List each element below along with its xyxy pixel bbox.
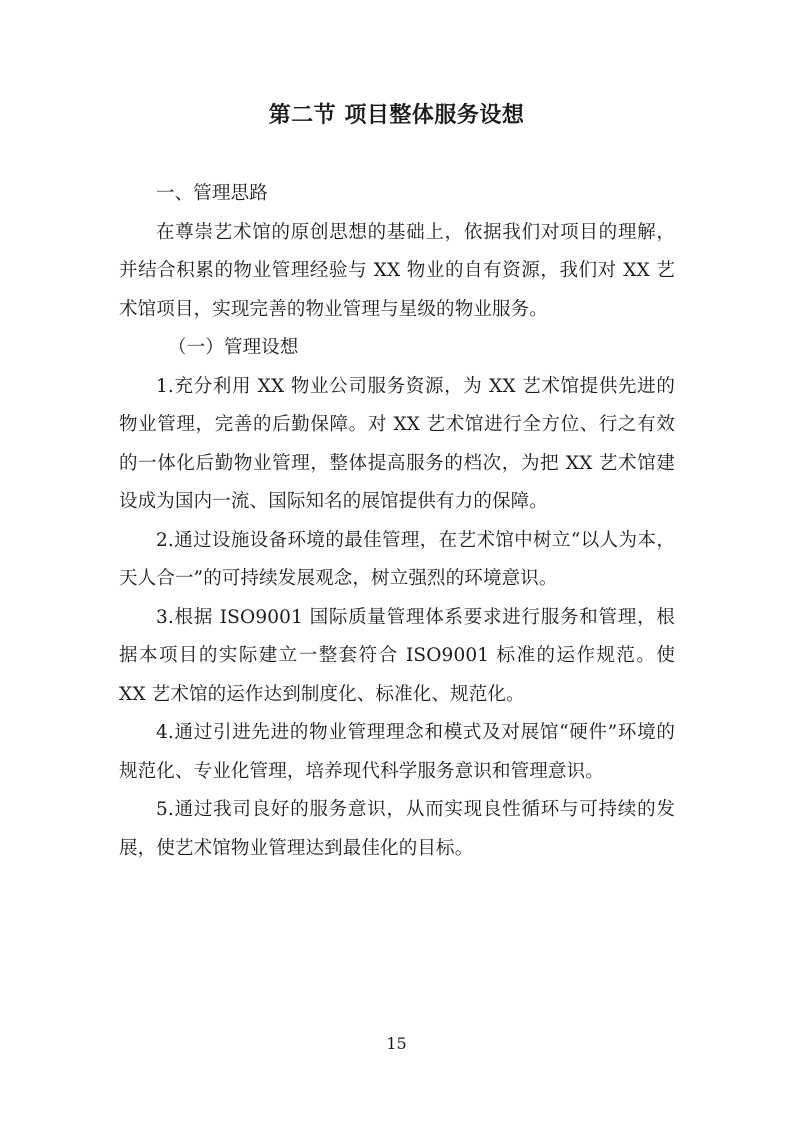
section-title: 第二节 项目整体服务设想 (268, 103, 525, 128)
paragraph-item-2: 2.通过设施设备环境的最佳管理，在艺术馆中树立“以人为本，天人合一”的可持续发展观念，树立强烈的环境意识。 (119, 529, 675, 589)
subheading-management-concept: （一）管理设想 (168, 337, 299, 358)
paragraph-intro: 在尊崇艺术馆的原创思想的基础上，依据我们对项目的理解，并结合积累的物业管理经验与 XX 物业的自有资源，我们对 XX 艺术馆项目，实现完善的物业管理与星级的物业服务。 (119, 221, 675, 320)
paragraph-item-5: 5.通过我司良好的服务意识，从而实现良性循环与可持续的发展，使艺术馆物业管理达到最佳化的目标。 (119, 799, 675, 859)
paragraph-item-3: 3.根据 ISO9001 国际质量管理体系要求进行服务和管理，根据本项目的实际建立一整套符合 ISO9001 标准的运作规范。使 XX 艺术馆的运作达到制度化、标准化、规范化。 (119, 606, 675, 705)
paragraph-item-4: 4.通过引进先进的物业管理理念和模式及对展馆“硬件”环境的规范化、专业化管理，培养现代科学服务意识和管理意识。 (119, 722, 675, 782)
paragraph-item-1: 1.充分利用 XX 物业公司服务资源，为 XX 艺术馆提供先进的物业管理，完善的后勤保障。对 XX 艺术馆进行全方位、行之有效的一体化后勤物业管理，整体提高服务的档次，为把 XX 艺术馆建设成为国内一流、国际知名的展馆提供有力的保障。 (119, 375, 675, 512)
heading-management-approach: 一、管理思路 (156, 183, 268, 204)
document-body (119, 175, 675, 868)
page-number: 15 (386, 1034, 407, 1053)
